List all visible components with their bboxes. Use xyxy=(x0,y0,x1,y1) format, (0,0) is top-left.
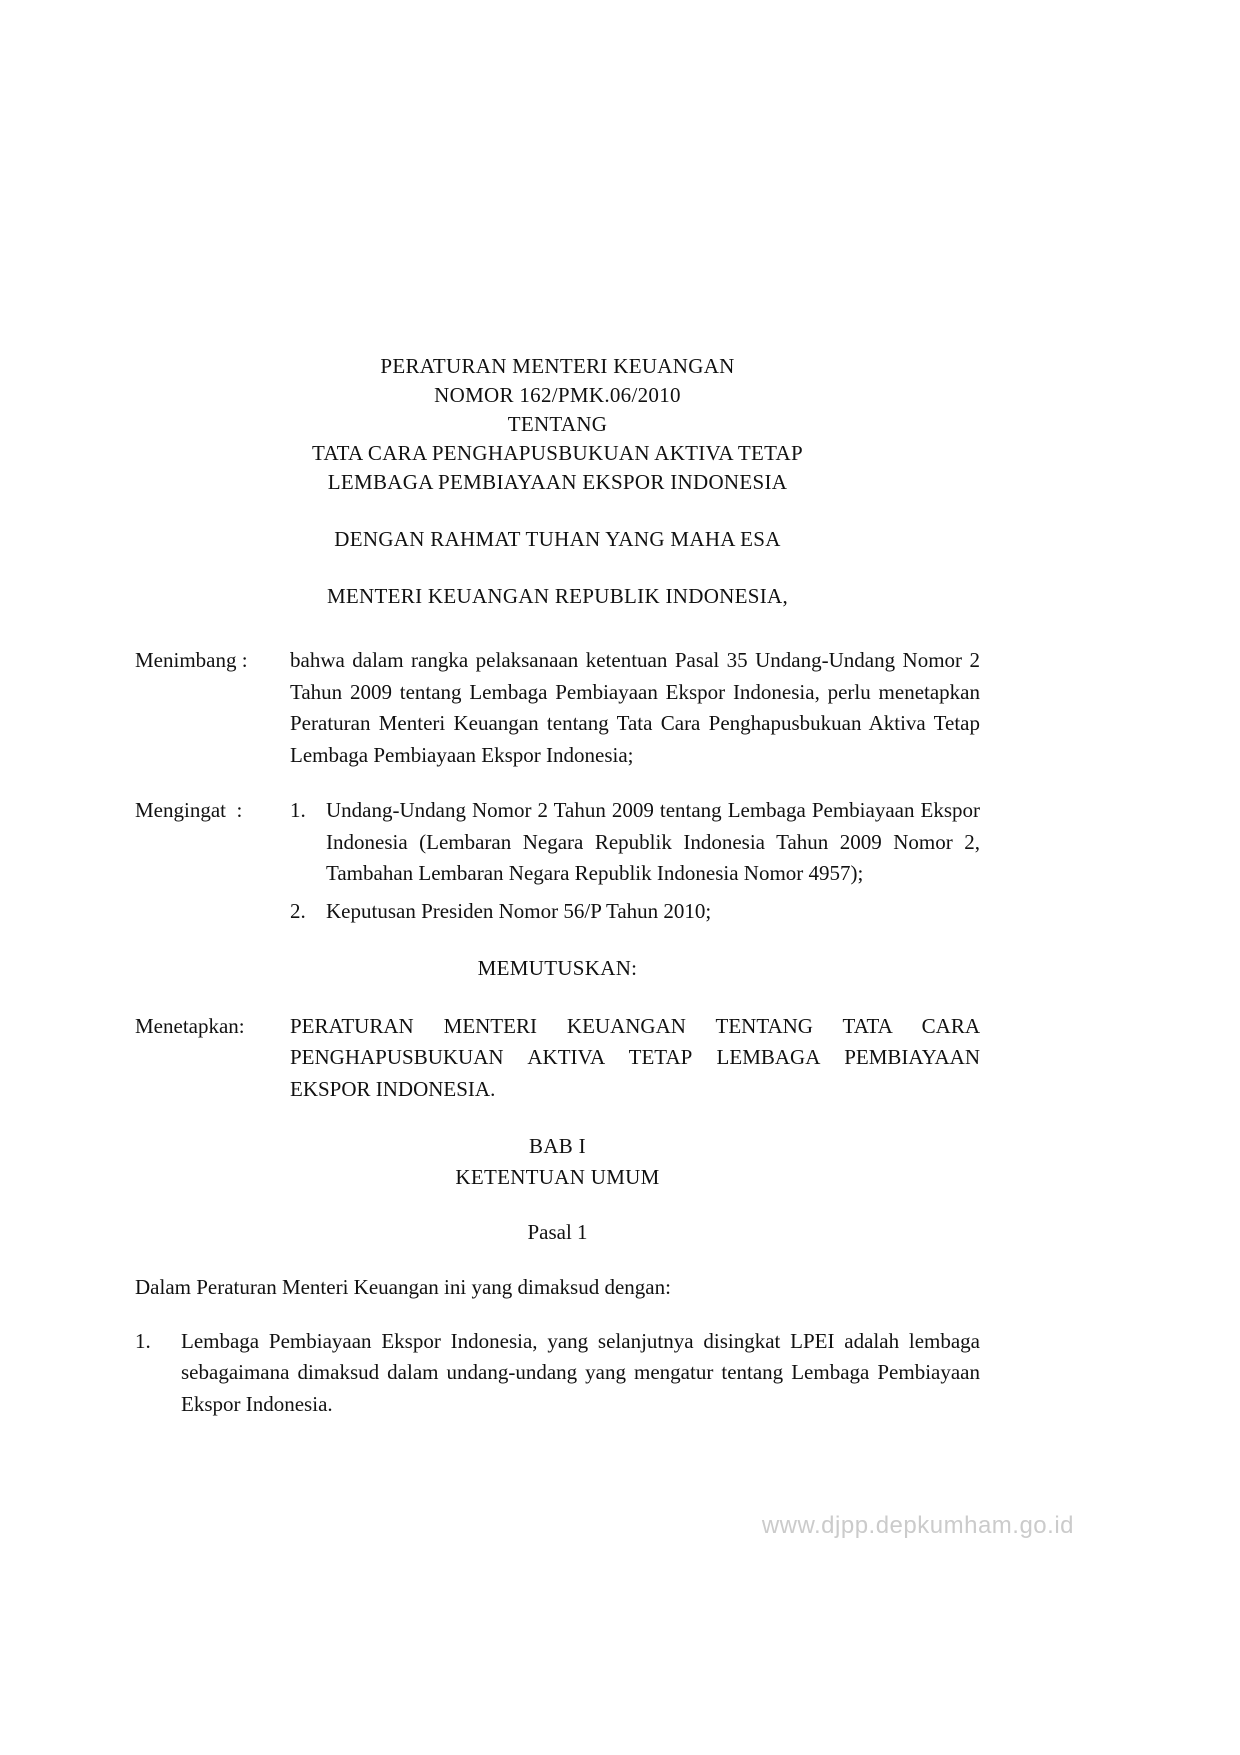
mengingat-item-1-text: Undang-Undang Nomor 2 Tahun 2009 tentang Lembaga Pembiayaan Ekspor Indonesia (Lembaran Negara Republik Indonesia Tahun 2009 Nomor 2, Tambahan Lembaran Negara Republik Indonesia Nomor 4957); xyxy=(326,798,980,885)
menimbang-text: bahwa dalam rangka pelaksanaan ketentuan Pasal 35 Undang-Undang Nomor 2 Tahun 2009 tentang Lembaga Pembiayaan Ekspor Indonesia, perlu menetapkan Peraturan Menteri Keuangan tentang Tata Cara Penghapusbukuan Aktiva Tetap Lembaga Pembiayaan Ekspor Indonesia; xyxy=(290,648,980,767)
title-line-2: NOMOR 162/PMK.06/2010 xyxy=(434,383,681,407)
bab-title: KETENTUAN UMUM xyxy=(455,1165,660,1189)
mengingat-label: Mengingat : xyxy=(135,798,243,822)
menimbang-label: Menimbang : xyxy=(135,648,248,672)
bab-heading-block xyxy=(135,1131,980,1193)
mengingat-list xyxy=(290,795,980,927)
title-line-4: TATA CARA PENGHAPUSBUKUAN AKTIVA TETAP xyxy=(312,441,803,465)
definitions-intro: Dalam Peraturan Menteri Keuangan ini yang dimaksud dengan: xyxy=(135,1275,671,1299)
memutuskan-heading: MEMUTUSKAN: xyxy=(477,956,638,980)
title-line-3: TENTANG xyxy=(507,412,608,436)
mengingat-item-1-number: 1. xyxy=(290,798,306,822)
document-title-block xyxy=(135,352,980,497)
authority-line: MENTERI KEUANGAN REPUBLIK INDONESIA, xyxy=(326,584,789,608)
mengingat-item-2-text: Keputusan Presiden Nomor 56/P Tahun 2010; xyxy=(326,898,712,923)
mengingat-item-2 xyxy=(290,896,980,928)
document-content xyxy=(135,352,980,1420)
invocation-line: DENGAN RAHMAT TUHAN YANG MAHA ESA xyxy=(334,527,781,551)
definition-item-1-number: 1. xyxy=(135,1328,151,1353)
menimbang-clause xyxy=(135,645,980,771)
mengingat-clause xyxy=(135,795,980,927)
pasal-heading: Pasal 1 xyxy=(527,1220,588,1244)
menetapkan-clause xyxy=(135,1011,980,1106)
bab-number: BAB I xyxy=(529,1134,586,1158)
definition-item-1-text: Lembaga Pembiayaan Ekspor Indonesia, yang selanjutnya disingkat LPEI adalah lembaga sebagaimana dimaksud dalam undang-undang yang mengatur tentang Lembaga Pembiayaan Ekspor Indonesia. xyxy=(181,1328,980,1416)
title-line-5: LEMBAGA PEMBIAYAAN EKSPOR INDONESIA xyxy=(327,470,788,494)
mengingat-item-2-number: 2. xyxy=(290,898,306,923)
menetapkan-label: Menetapkan: xyxy=(135,1013,245,1038)
definition-item-1 xyxy=(135,1326,980,1421)
mengingat-item-1 xyxy=(290,795,980,890)
watermark: www.djpp.depkumham.go.id xyxy=(761,1512,1074,1539)
title-line-1: PERATURAN MENTERI KEUANGAN xyxy=(380,354,735,378)
menetapkan-text: PERATURAN MENTERI KEUANGAN TENTANG TATA CARA PENGHAPUSBUKUAN AKTIVA TETAP LEMBAGA PEMBIAYAAN EKSPOR INDONESIA. xyxy=(290,1013,980,1101)
